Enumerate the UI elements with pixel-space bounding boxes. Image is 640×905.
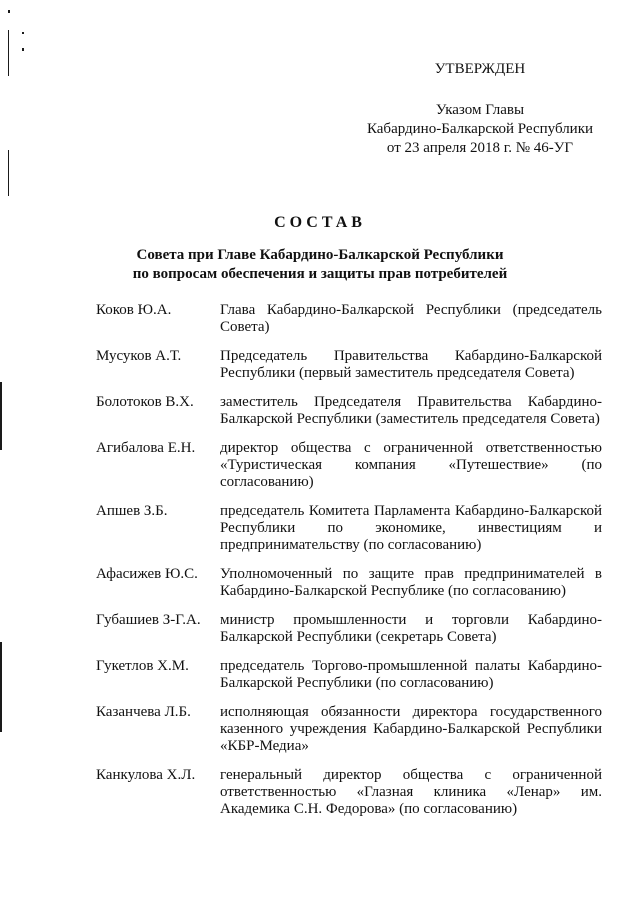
approval-stamp: УТВЕРЖДЕН — [434, 61, 526, 77]
member-row — [96, 612, 602, 646]
member-name: Агибалова Е.Н. — [96, 440, 196, 456]
document-subtitle — [0, 246, 640, 284]
member-role: генеральный директор общества с ограниченной ответственностью «Глазная клиника «Ленар» им. Академика С.Н. Федорова» (по согласованию) — [220, 767, 602, 817]
member-row — [96, 503, 602, 554]
member-name: Мусуков А.Т. — [96, 348, 182, 364]
scan-line — [0, 382, 2, 450]
scan-dot — [22, 48, 24, 51]
member-role: председатель Комитета Парламента Кабардино-Балкарской Республики по экономике, инвестициям и предпринимательству (по согласованию) — [220, 503, 602, 553]
member-row — [96, 704, 602, 755]
member-role: Глава Кабардино-Балкарской Республики (председатель Совета) — [220, 302, 602, 335]
member-role: председатель Торгово-промышленной палаты Кабардино-Балкарской Республики (по согласованию) — [220, 658, 602, 691]
member-name: Коков Ю.А. — [96, 302, 172, 318]
member-name: Афасижев Ю.С. — [96, 566, 198, 582]
decree-line: Указом Главы — [435, 102, 525, 118]
member-row — [96, 394, 602, 428]
subtitle-line: Совета при Главе Кабардино-Балкарской Республики — [136, 247, 504, 263]
scan-dot — [8, 10, 10, 13]
member-role: заместитель Председателя Правительства Кабардино-Балкарской Республики (заместитель председателя Совета) — [220, 394, 602, 427]
member-row — [96, 302, 602, 336]
scan-line — [8, 150, 9, 196]
member-name: Канкулова Х.Л. — [96, 767, 196, 783]
scan-line — [8, 30, 9, 76]
member-name: Гукетлов Х.М. — [96, 658, 189, 674]
member-row — [96, 767, 602, 818]
member-role: Председатель Правительства Кабардино-Балкарской Республики (первый заместитель председателя Совета) — [220, 348, 602, 381]
scan-dot — [22, 32, 24, 34]
members-list — [96, 302, 602, 818]
approval-block — [360, 60, 600, 158]
member-name: Апшев З.Б. — [96, 503, 168, 519]
member-row — [96, 348, 602, 382]
member-row — [96, 566, 602, 600]
member-name: Казанчева Л.Б. — [96, 704, 191, 720]
member-name: Болотоков В.Х. — [96, 394, 194, 410]
member-role: директор общества с ограниченной ответственностью «Туристическая компания «Путешествие» (по согласованию) — [220, 440, 602, 490]
decree-date: от 23 апреля 2018 г. № 46-УГ — [386, 140, 574, 156]
member-role: исполняющая обязанности директора государственного казенного учреждения Кабардино-Балкарской Республики «КБР-Медиа» — [220, 704, 602, 754]
decree-line: Кабардино-Балкарской Республики — [366, 121, 594, 137]
member-role: Уполномоченный по защите прав предпринимателей в Кабардино-Балкарской Республике (по согласованию) — [220, 566, 602, 599]
member-name: Губашиев З-Г.А. — [96, 612, 201, 628]
member-row — [96, 658, 602, 692]
member-role: министр промышленности и торговли Кабардино-Балкарской Республики (секретарь Совета) — [220, 612, 602, 645]
member-row — [96, 440, 602, 491]
scan-line — [0, 642, 2, 732]
document-title: СОСТАВ — [274, 214, 366, 231]
subtitle-line: по вопросам обеспечения и защиты прав потребителей — [132, 266, 508, 282]
